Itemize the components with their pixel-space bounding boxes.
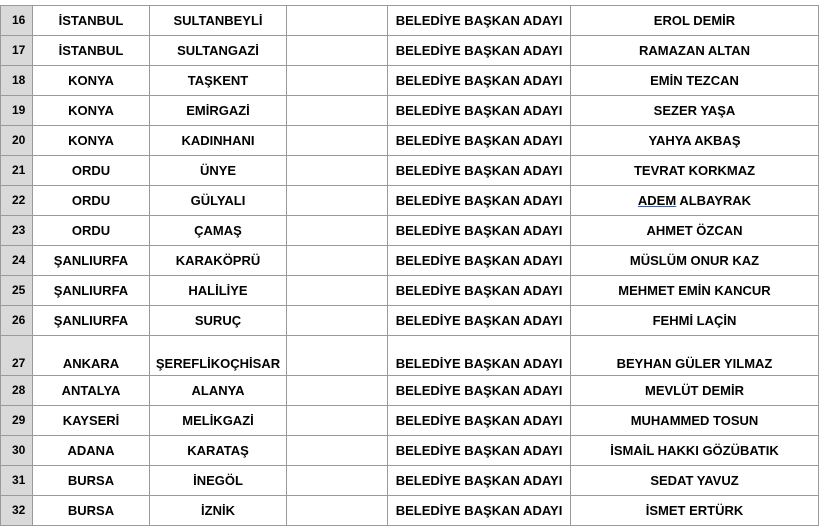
candidate-name-cell: SEZER YAŞA (571, 96, 819, 126)
position-cell: BELEDİYE BAŞKAN ADAYI (388, 466, 571, 496)
candidate-name-cell: FEHMİ LAÇİN (571, 306, 819, 336)
district-cell: EMİRGAZİ (150, 96, 287, 126)
district-cell: ŞEREFLİKOÇHİSAR (150, 336, 287, 376)
row-number-cell: 16 (1, 6, 33, 36)
row-number-cell: 27 (1, 336, 33, 376)
empty-cell (287, 66, 388, 96)
position-cell: BELEDİYE BAŞKAN ADAYI (388, 96, 571, 126)
table-body (1, 6, 819, 526)
position-cell: BELEDİYE BAŞKAN ADAYI (388, 186, 571, 216)
province-cell: KONYA (33, 126, 150, 156)
empty-cell (287, 496, 388, 526)
table-row (1, 496, 819, 526)
empty-cell (287, 156, 388, 186)
district-cell: ÇAMAŞ (150, 216, 287, 246)
table-row (1, 436, 819, 466)
empty-cell (287, 96, 388, 126)
candidate-name-cell: MEVLÜT DEMİR (571, 376, 819, 406)
candidate-last-name: ALBAYRAK (676, 193, 752, 208)
district-cell: SULTANGAZİ (150, 36, 287, 66)
province-cell: ŞANLIURFA (33, 276, 150, 306)
row-number-cell: 31 (1, 466, 33, 496)
province-cell: İSTANBUL (33, 6, 150, 36)
province-cell: ORDU (33, 156, 150, 186)
position-cell: BELEDİYE BAŞKAN ADAYI (388, 376, 571, 406)
empty-cell (287, 306, 388, 336)
table-row (1, 246, 819, 276)
candidate-name-cell: RAMAZAN ALTAN (571, 36, 819, 66)
table-row (1, 6, 819, 36)
province-cell: ŞANLIURFA (33, 306, 150, 336)
district-cell: İZNİK (150, 496, 287, 526)
table-row (1, 216, 819, 246)
position-cell: BELEDİYE BAŞKAN ADAYI (388, 6, 571, 36)
row-number-cell: 22 (1, 186, 33, 216)
row-number-cell: 23 (1, 216, 33, 246)
candidate-name-cell: MUHAMMED TOSUN (571, 406, 819, 436)
row-number-cell: 32 (1, 496, 33, 526)
position-cell: BELEDİYE BAŞKAN ADAYI (388, 336, 571, 376)
table-row (1, 276, 819, 306)
province-cell: ORDU (33, 186, 150, 216)
candidate-name-cell: İSMAİL HAKKI GÖZÜBATIK (571, 436, 819, 466)
position-cell: BELEDİYE BAŞKAN ADAYI (388, 126, 571, 156)
row-number-cell: 25 (1, 276, 33, 306)
district-cell: HALİLİYE (150, 276, 287, 306)
province-cell: BURSA (33, 466, 150, 496)
row-number-cell: 26 (1, 306, 33, 336)
province-cell: KAYSERİ (33, 406, 150, 436)
position-cell: BELEDİYE BAŞKAN ADAYI (388, 216, 571, 246)
row-number-cell: 28 (1, 376, 33, 406)
district-cell: KARAKÖPRÜ (150, 246, 287, 276)
province-cell: İSTANBUL (33, 36, 150, 66)
position-cell: BELEDİYE BAŞKAN ADAYI (388, 36, 571, 66)
district-cell: ALANYA (150, 376, 287, 406)
district-cell: İNEGÖL (150, 466, 287, 496)
district-cell: MELİKGAZİ (150, 406, 287, 436)
row-number-cell: 19 (1, 96, 33, 126)
candidate-name-cell: AHMET ÖZCAN (571, 216, 819, 246)
empty-cell (287, 406, 388, 436)
empty-cell (287, 336, 388, 376)
candidate-name-cell (571, 186, 819, 216)
row-number-cell: 21 (1, 156, 33, 186)
district-cell: KARATAŞ (150, 436, 287, 466)
candidate-name-cell: SEDAT YAVUZ (571, 466, 819, 496)
row-number-cell: 29 (1, 406, 33, 436)
table-row (1, 336, 819, 376)
position-cell: BELEDİYE BAŞKAN ADAYI (388, 406, 571, 436)
table-row (1, 126, 819, 156)
table-row (1, 306, 819, 336)
candidate-name-cell: MEHMET EMİN KANCUR (571, 276, 819, 306)
position-cell: BELEDİYE BAŞKAN ADAYI (388, 436, 571, 466)
district-cell: SURUÇ (150, 306, 287, 336)
empty-cell (287, 436, 388, 466)
province-cell: ANKARA (33, 336, 150, 376)
empty-cell (287, 36, 388, 66)
table-row (1, 466, 819, 496)
province-cell: ANTALYA (33, 376, 150, 406)
row-number-cell: 30 (1, 436, 33, 466)
table-row (1, 376, 819, 406)
empty-cell (287, 246, 388, 276)
row-number-cell: 18 (1, 66, 33, 96)
position-cell: BELEDİYE BAŞKAN ADAYI (388, 66, 571, 96)
table-row (1, 96, 819, 126)
province-cell: KONYA (33, 66, 150, 96)
district-cell: KADINHANI (150, 126, 287, 156)
province-cell: ADANA (33, 436, 150, 466)
empty-cell (287, 6, 388, 36)
district-cell: TAŞKENT (150, 66, 287, 96)
district-cell: GÜLYALI (150, 186, 287, 216)
province-cell: BURSA (33, 496, 150, 526)
position-cell: BELEDİYE BAŞKAN ADAYI (388, 306, 571, 336)
table-row (1, 186, 819, 216)
position-cell: BELEDİYE BAŞKAN ADAYI (388, 276, 571, 306)
row-number-cell: 20 (1, 126, 33, 156)
candidate-name-cell: YAHYA AKBAŞ (571, 126, 819, 156)
district-cell: SULTANBEYLİ (150, 6, 287, 36)
position-cell: BELEDİYE BAŞKAN ADAYI (388, 246, 571, 276)
table-row (1, 156, 819, 186)
position-cell: BELEDİYE BAŞKAN ADAYI (388, 156, 571, 186)
table-row (1, 66, 819, 96)
row-number-cell: 24 (1, 246, 33, 276)
candidate-name-cell: EMİN TEZCAN (571, 66, 819, 96)
table-row (1, 406, 819, 436)
row-number-cell: 17 (1, 36, 33, 66)
empty-cell (287, 276, 388, 306)
empty-cell (287, 466, 388, 496)
candidate-first-name: ADEM (637, 193, 677, 208)
candidate-name-cell: MÜSLÜM ONUR KAZ (571, 246, 819, 276)
district-cell: ÜNYE (150, 156, 287, 186)
candidate-name-cell: BEYHAN GÜLER YILMAZ (571, 336, 819, 376)
candidate-name-cell: EROL DEMİR (571, 6, 819, 36)
candidate-table (0, 5, 819, 526)
candidate-name-cell: İSMET ERTÜRK (571, 496, 819, 526)
empty-cell (287, 376, 388, 406)
province-cell: KONYA (33, 96, 150, 126)
table-row (1, 36, 819, 66)
position-cell: BELEDİYE BAŞKAN ADAYI (388, 496, 571, 526)
province-cell: ŞANLIURFA (33, 246, 150, 276)
candidate-name-cell: TEVRAT KORKMAZ (571, 156, 819, 186)
empty-cell (287, 126, 388, 156)
empty-cell (287, 186, 388, 216)
province-cell: ORDU (33, 216, 150, 246)
empty-cell (287, 216, 388, 246)
